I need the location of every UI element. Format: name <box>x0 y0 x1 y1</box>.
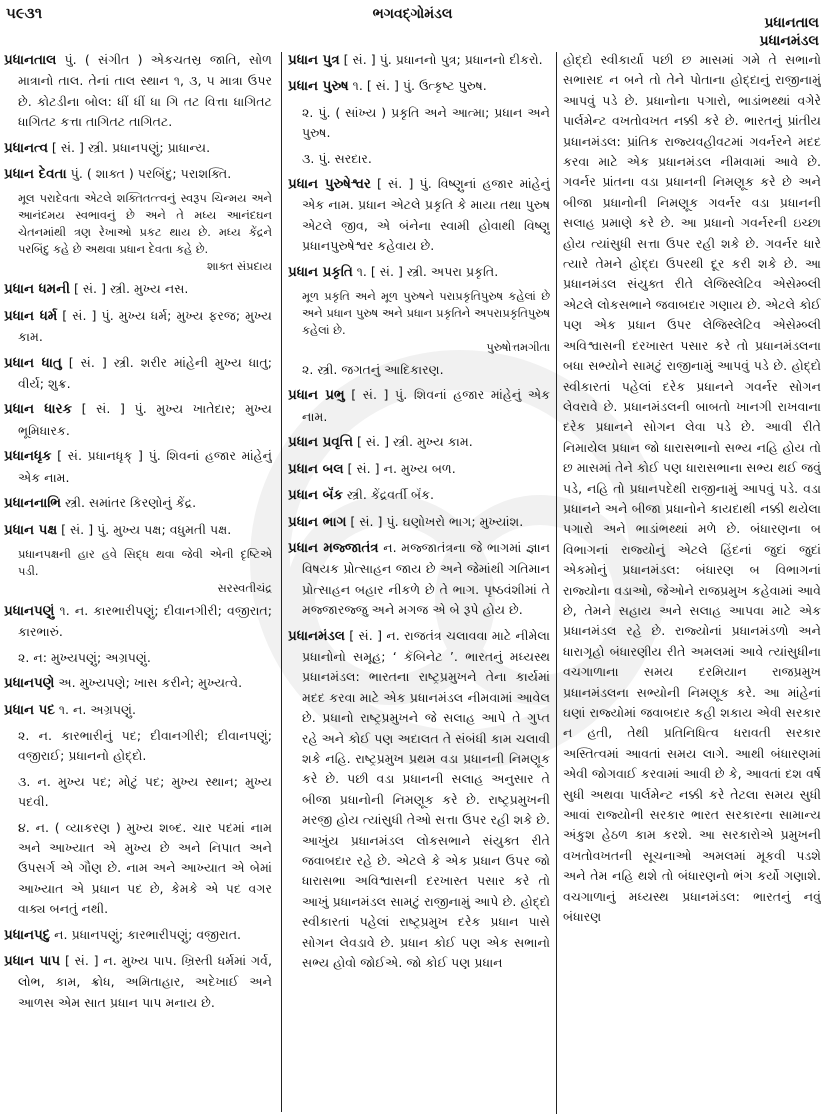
sub-sense: ૨. પું. ( સાંખ્ય ) પ્રકૃતિ અને આત્મા; પ્રધાન અને પુરુષ. <box>302 104 550 141</box>
guide-word-first: પ્રધાનતાલ <box>764 15 819 31</box>
citation-source: પુરુષોત્તમગીતા <box>486 340 550 355</box>
headword: પ્રધાનતાલ <box>4 53 57 68</box>
definition: [ સં. ] ન. મુખ્ય બળ. <box>343 460 456 476</box>
dictionary-entry <box>4 673 272 694</box>
definition: [ સં. ] સ્ત્રી. મુખ્ય નસ. <box>69 281 189 297</box>
definition: [ સં. ] સ્ત્રી. શરીર માંહેની મુખ્ય ધાતુ; વીર્ય; શુક્ર. <box>18 354 272 392</box>
dictionary-entry <box>4 306 272 348</box>
sub-sense: ૩. ન. મુખ્ય પદ; મોટું પદ; મુખ્ય સ્થાન; મુખ્ય પદવી. <box>18 773 272 810</box>
headword: પ્રધાન પુરુષ <box>288 79 349 95</box>
headword: પ્રધાન બલ <box>288 461 344 477</box>
dictionary-entry <box>4 925 272 946</box>
definition: [ સં. પ્રધાનધૃક્ ] પું. શિવનાં હજાર માંહેનું એક નામ. <box>18 448 272 485</box>
definition: [ સં. ] પું. શિવનાં હજાર માંહેનું એક નામ. <box>302 387 550 424</box>
dictionary-entry <box>4 446 272 488</box>
dictionary-entry <box>4 164 272 185</box>
column-2 <box>288 50 550 1110</box>
quote-text: પ્રધાનપક્ષની હાર હવે સિદ્ધ થવા જેવી એની દૃષ્ટિએ પડી. <box>18 546 272 578</box>
headword: પ્રધાન ધાતુ <box>4 355 62 371</box>
definition: [ સં. ] પું. ઘણોખરો ભાગ; મુખ્યાંશ. <box>346 513 524 529</box>
headword: પ્રધાન પ્રભુ <box>288 388 345 404</box>
dictionary-entry <box>288 76 550 97</box>
dictionary-entry <box>4 399 272 441</box>
headword: પ્રધાનનાભિ <box>4 496 61 512</box>
headword: પ્રધાનમંડલ <box>288 628 345 644</box>
definition: [ સં. ] સ્ત્રી. પ્રધાનપણું; પ્રાધાન્ય. <box>47 139 211 155</box>
citation-quote <box>4 190 272 275</box>
headword: પ્રધાન મજ્જાતંત્ર <box>288 540 379 556</box>
definition: ૧. [ સં. ] સ્ત્રી. અપરા પ્રકૃતિ. <box>352 263 499 279</box>
running-title: ભગવદ્ગોમંડલ <box>372 6 453 22</box>
dictionary-entry <box>288 512 550 533</box>
dictionary-entry <box>288 174 550 257</box>
column-divider <box>556 52 557 1114</box>
dictionary-entry <box>288 432 550 453</box>
headword: પ્રધાન પાપ <box>4 954 61 969</box>
sub-sense: ૩. પું. સરદાર. <box>302 150 372 166</box>
definition: [ સં. ] પું. વિષ્ણુનાં હજાર માંહેનું એક નામ. પ્રધાન એટલે પ્રકૃતિ કે માયા તથા પુરુષ એટલે જીવ, એ બંનેના સ્વામી હોવાથી વિષ્ણુ પ્રધાનપુરુષેશ્વર કહેવાય છે. <box>302 176 550 254</box>
dictionary-entry <box>4 520 272 541</box>
definition: [ સં. ] પું. મુખ્ય ખાતેદાર; મુખ્ય ભૂમિધારક. <box>18 401 272 438</box>
citation-source: શાક્ત સંપ્રદાય <box>206 259 272 274</box>
sub-sense: ૪. ન. ( વ્યાકરણ ) મુખ્ય શબ્દ. ચાર પદમાં નામ અને આખ્યાત એ મુખ્ય છે અને નિપાત અને ઉપસર્ગ એ ગૌણ છે. નામ અને આખ્યાત એ બેમાં આખ્યાત એ પ્રધાન પદ છે, કેમકે એ પદ વગર વાક્ય બનતું નથી. <box>18 819 272 917</box>
column-3 <box>563 50 821 1110</box>
dictionary-entry <box>4 279 272 300</box>
definition: ૧. ન. કારભારીપણું; દીવાનગીરી; વજીરાત; કારભારું. <box>18 602 272 640</box>
dictionary-entry <box>4 951 272 1013</box>
headword: પ્રધાન પ્રવૃત્તિ <box>288 435 353 451</box>
headword: પ્રધાનપણે <box>4 676 55 692</box>
headword: પ્રધાન પદ <box>4 702 55 718</box>
column-divider <box>281 52 282 1112</box>
headword: પ્રધાન પુત્ર <box>288 53 340 68</box>
definition: ૧. ન. અગ્રપણું. <box>54 701 137 717</box>
dictionary-entry <box>288 459 550 480</box>
citation-quote <box>288 288 550 356</box>
dictionary-entry <box>288 538 550 621</box>
headword: પ્રધાનપણું <box>4 603 55 619</box>
dictionary-entry <box>4 700 272 721</box>
headword: પ્રધાનત્વ <box>4 140 48 156</box>
headword: પ્રધાન ધમની <box>4 282 70 298</box>
headword: પ્રધાનધૃક <box>4 449 52 465</box>
dictionary-entry <box>288 262 550 283</box>
dictionary-entry <box>4 601 272 643</box>
definition: [ સં. ] સ્ત્રી. મુખ્ય કામ. <box>352 434 473 450</box>
headword: પ્રધાનપદુ <box>4 927 51 943</box>
headword: પ્રધાન ધારક <box>4 402 72 418</box>
definition: પું. ( શાક્ત ) પરબિંદુ; પરાશક્તિ. <box>66 166 232 182</box>
headword: પ્રધાન દેવતા <box>4 167 67 183</box>
sub-sense: ૨. સ્ત્રી. જગતનું આદિકારણ. <box>302 362 444 378</box>
page-number: ૫૯૩૧ <box>6 4 43 22</box>
dictionary-entry <box>4 50 272 133</box>
definition: સ્ત્રી. કેંદ્રવર્તી બૅંક. <box>342 487 435 503</box>
definition: પું. ( સંગીત ) એકચતસ્ર જાતિ, સોળ માત્રાનો તાલ. તેનાં તાલ સ્થાન ૧, ૩, ૫ માત્રા ઉપર છે. કોટડીના બોલ: ધીં ધીં ધા ગિ તટ વિત્તા ધાગિતટ ધાગિતટ કત્તા તાગિતટ તાગિતટ. <box>18 52 272 130</box>
dictionary-entry <box>288 485 550 506</box>
headword: પ્રધાન ભાગ <box>288 514 347 530</box>
definition: ૧. [ સં. ] પું. ઉત્કૃષ્ટ પુરુષ. <box>348 78 487 94</box>
dictionary-entry <box>288 626 550 974</box>
dictionary-entry <box>288 385 550 427</box>
sub-sense: ૨. ન: મુખ્યપણું; અગ્રપણું. <box>18 649 151 665</box>
citation-source: સરસ્વતીચંદ્ર <box>217 580 272 595</box>
definition: [ સં. ] પું. મુખ્ય ધર્મ; મુખ્ય ફરજ; મુખ્ય કામ. <box>18 307 272 345</box>
definition: [ સં. ] ન. રાજતંત્ર ચલાવવા માટે નીમેલા પ્રધાનોનો સમૂહ; ‘ કૅબિનેટ ’. ભારતનું મધ્યસ્થ પ્રધાનમંડલ: ભારતના રાષ્ટ્રપ્રમુખને તેના કાર્યમાં મદદ કરવા માટે એક પ્રધાનમંડલ નીમવામાં આવેલ છે. પ્રધાનો રાષ્ટ્રપ્રમુખને જે સલાહ આપે તે ગુપ્ત રહે અને કોઈ પણ અદાલત તે સંબંધી કામ ચલાવી શકે નહિ. રાષ્ટ્રપ્રમુખ પ્રથમ વડા પ્રધાનની નિમણૂક કરે છે. પછી વડા પ્રધાનની સલાહ અનુસાર તે બીજા પ્રધાનોની નિમણૂક કરે છે. રાષ્ટ્રપ્રમુખની મરજી હોય ત્યાંસુધી તેઓ સત્તા ઉપર રહી શકે છે. આખુંય પ્રધાનમંડલ લોકસભાને સંયુક્ત રીતે જવાબદાર રહે છે. એટલે કે એક પ્રધાન ઉપર જો ધારાસભા અવિશ્વાસની દરખાસ્ત પસાર કરે તો આખું પ્રધાનમંડલ સામટું રાજીનામું આપે છે. હોદ્દો સ્વીકારતાં પહેલાં રાષ્ટ્રપ્રમુખ દરેક પ્રધાન પાસે સોગન લેવડાવે છે. પ્રધાન કોઈ પણ એક સભાનો સભ્ય હોવો જોઈએ. જો કોઈ પણ પ્રધાન <box>302 627 550 971</box>
definition: [ સં. ] પું. પ્રધાનનો પુત્ર; પ્રધાનનો દીકરો. <box>339 52 543 67</box>
definition: [ સં. ] પું. મુખ્ય પક્ષ; વધુમતી પક્ષ. <box>57 521 232 537</box>
entry-continuation: હોદ્દો સ્વીકાર્યા પછી છ માસમાં ગમે તે સભાનો સભાસદ ન બને તો તેને પોતાના હોદ્દાનું રાજીનામું આપવું પડે છે. પ્રધાનોના પગારો, ભાડાંભથ્થાં વગેરે પાર્લમેન્ટ વખતોવખત નક્કી કરે છે. ભારતનું પ્રાંતીય પ્રધાનમંડલ: પ્રાંતિક રાજ્યવહીવટમાં ગવર્નરને મદદ કરવા માટે એક પ્રધાનમંડલ નીમવામાં આવે છે. ગવર્નર પ્રાંતના વડા પ્રધાનની નિમણૂક કરે છે અને બીજા પ્રધાનોની નિમણૂક ગવર્નર વડા પ્રધાનની સલાહ પ્રમાણે કરે છે. આ પ્રધાનો ગવર્નરની ઇચ્છા હોય ત્યાંસુધી સત્તા ઉપર રહી શકે છે. ગવર્નર ધારે ત્યારે તેમને હોદ્દા ઉપરથી દૂર કરી શકે છે. આ પ્રધાનમંડલ સંયુક્ત રીતે લેજિસ્લેટિવ એસેમ્બ્લી એટલે લોકસભાને જવાબદાર ગણાય છે. એટલે કોઈ પણ એક પ્રધાન ઉપર લેજિસ્લેટિવ એસેમ્બ્લી અવિશ્વાસની દરખાસ્ત પસાર કરે તો પ્રધાનમંડલના બધા સભ્યોને સામટું રાજીનામું આપવું પડે છે. હોદ્દો સ્વીકારતાં પહેલાં દરેક પ્રધાનને ગવર્નર સોગન લેવરાવે છે. પ્રધાનમંડલની બાબતો ખાનગી રાખવાના દરેક પ્રધાનને સોગન લેવા પડે છે. આવી રીતે નિમાયેલ પ્રધાન જો ધારાસભાનો સભ્ય નહિ હોય તો છ માસમાં તેને કોઈ પણ ધારાસભાના સભ્ય થઈ જવું પડે, નહિ તો પ્રધાનપદેથી રાજીનામું આપવું પડે. વડા પ્રધાનને અને બીજા પ્રધાનોને કાયદાથી નક્કી થયેલા પગારો અને ભાડાંભથ્થાં મળે છે. બંધારણના બ વિભાગનાં રાજ્યોનું એટલે હિંદનાં જુદાં જુદાં એકમોનું પ્રધાનમંડલ: બંધારણ બ વિભાગનાં રાજ્યોના વડાઓ, જેઓને રાજપ્રમુખ કહેવામાં આવે છે, તેમને સહાય અને સલાહ આપવા માટે એક પ્રધાનમંડલ રહે છે. રાજ્યોનાં પ્રધાનમંડળો અને ધારાગૃહો બંધારણીય રીતે અમલમાં આવે ત્યાંસુધીના વચગાળાના સમય દરમિયાન રાજપ્રમુખ પ્રધાનમંડલના સભ્યોની નિમણૂક કરે. આ માંહેનાં ઘણાં રાજ્યોમાં જવાબદાર કહી શકાય એવી સરકાર ન હતી, તેથી પ્રતિનિધિત્વ ધરાવતી સરકાર અસ્તિત્વમાં આવતાં સમય લાગે. આથી બંધારણમાં એવી જોગવાઈ કરવામાં આવી છે કે, આવતાં દશ વર્ષ સુધી અથવા પાર્લમેન્ટ નક્કી કરે તેટલા સમય સુધી આવાં રાજ્યોની સરકાર ભારત સરકારના સામાન્ય અંકુશ હેઠળ કામ કરશે. આ સરકારોએ પ્રમુખની વખતોવખતની સૂચનાઓ અમલમાં મૂકવી પડશે અને તેમ નહિ થશે તો બંધારણનો ભંગ કર્યો ગણાશે. વચગાળાનું મધ્યસ્થ પ્રધાનમંડલ: ભારતનું નવું બંધારણ <box>563 52 821 925</box>
dictionary-entry <box>4 353 272 395</box>
quote-text: મૂલ પરાદેવતા એટલે શક્તિતત્ત્વનું સ્વરૂપ ચિન્મય અને આનંદમય સ્વભાવનું છે અને તે મધ્ય આનંદઘન ચેતનમાંથી ત્રણ રેખાઓ પ્રકટ થાય છે. મધ્ય કેંદ્રને પરબિંદુ કહે છે અથવા પ્રધાન દેવતા કહે છે. <box>18 191 272 257</box>
guide-word-last: પ્રધાનમંડલ <box>759 33 819 49</box>
definition: ન. પ્રધાનપણું; કારભારીપણું; વજીરાત. <box>50 926 242 942</box>
definition: સ્ત્રી. સમાંતર કિરણોનું કેંદ્ર. <box>60 495 197 511</box>
column-1 <box>4 50 272 1110</box>
citation-quote <box>4 546 272 597</box>
definition: અ. મુખ્યપણે; ખાસ કરીને; મુખ્યત્વે. <box>54 675 243 691</box>
dictionary-entry <box>4 138 272 159</box>
definition: ન. મજ્જાતંત્રના જે ભાગમાં જ્ઞાન વિષયક પ્રોત્સાહન જાય છે અને જેમાંથી ગતિમાન પ્રોત્સાહન બહાર નીકળે છે તે ભાગ. પૃષ્ઠવંશીમાં તે મજ્જારજ્જુ અને મગજ એ બે રૂપે હોય છે. <box>302 539 550 618</box>
headword: પ્રધાન પક્ષ <box>4 522 58 538</box>
dictionary-entry <box>4 493 272 514</box>
headword: પ્રધાન પુરુષેશ્વર <box>288 177 371 193</box>
headword: પ્રધાન પ્રકૃતિ <box>288 264 353 280</box>
headword: પ્રધાન બૅંક <box>288 488 343 504</box>
quote-text: મૂળ પ્રકૃતિ અને મૂળ પુરુષને પરાપ્રકૃતિપુરુષ કહેલાં છે અને પ્રધાન પુરુષ અને પ્રધાન પ્રકૃતિને અપરાપ્રકૃતિપુરુષ કહેલાં છે. <box>302 289 550 338</box>
guide-words <box>760 14 820 50</box>
headword: પ્રધાન ધર્મ <box>4 308 58 324</box>
page-header <box>0 0 825 48</box>
dictionary-entry <box>288 50 550 71</box>
sub-sense: ૨. ન. કારભારીનું પદ; દીવાનગીરી; દીવાનપણું; વજીરાઈ; પ્રધાનનો હોદ્દો. <box>18 727 272 764</box>
definition: [ સં. ] ન. મુખ્ય પાપ. ખ્રિસ્તી ધર્મમાં ગર્વ, લોભ, કામ, ક્રોધ, અમિતાહાર, અદેખાઈ અને આળસ એમ સાત પ્રધાન પાપ મનાય છે. <box>18 953 272 1010</box>
